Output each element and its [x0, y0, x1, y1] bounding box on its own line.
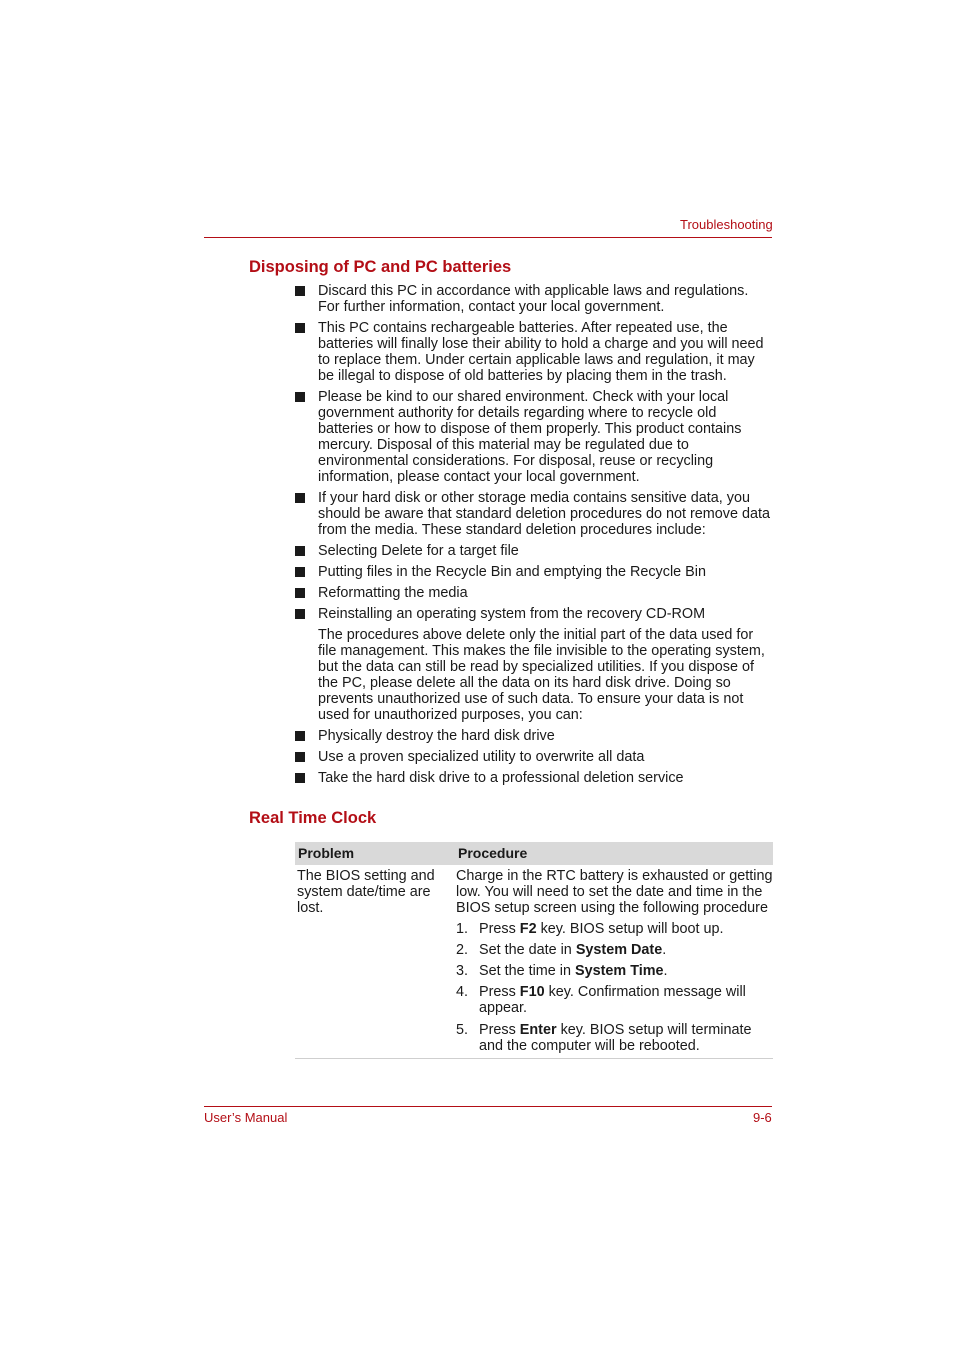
- list-item: If your hard disk or other storage media contains sensitive data, you should be aware that standard deletion procedures do not remove data from the media. These standard deletion procedures include:: [294, 490, 772, 538]
- footer-manual-title: User’s Manual: [204, 1110, 288, 1125]
- step-text-pre: Set the time in: [479, 963, 575, 980]
- procedure-intro: Charge in the RTC battery is exhausted or getting low. You will need to set the date and time in the BIOS setup screen using the following procedure: [456, 868, 773, 917]
- rtc-heading: Real Time Clock: [249, 809, 377, 827]
- list-item: The procedures above delete only the initial part of the data used for file management. This makes the file invisible to the operating system, but the data can still be read by specialized utilities. If you dispose of the PC, please delete all the data on its hard disk drive. Doing so prevents unauthorized use of such data. To ensure your data is not used for unauthorized purposes, you can:: [318, 627, 765, 723]
- step-text-post: key. Confirmation message will appear.: [479, 984, 746, 1017]
- step-text-post: .: [662, 941, 667, 958]
- header-section-title: Troubleshooting: [680, 217, 773, 232]
- list-item: Please be kind to our shared environment. Check with your local government authority for details regarding where to recycle old batteries or how to dispose of them properly. This product contains mercury. Disposal of this material may be regulated due to environmental considerations. For disposal, reuse or recycling information, please contact your local government.: [294, 389, 772, 485]
- procedure-steps: [456, 921, 774, 1054]
- procedure-cell: [456, 868, 774, 1059]
- rtc-table: [295, 842, 773, 1059]
- step-number: 5.: [456, 1021, 469, 1038]
- column-header-problem: Problem: [298, 845, 355, 861]
- step-key: System Date: [575, 941, 663, 958]
- header-rule: [204, 237, 772, 238]
- step-text-pre: Press: [479, 1021, 520, 1038]
- list-item: Discard this PC in accordance with applicable laws and regulations. For further information, contact your local government.: [294, 283, 772, 315]
- procedure-step: [456, 963, 774, 979]
- problem-cell: The BIOS setting and system date/time are lost.: [297, 868, 435, 917]
- step-text-pre: Press: [479, 920, 520, 937]
- step-number: 4.: [456, 984, 469, 1001]
- step-text-pre: Press: [479, 984, 520, 1001]
- disposal-list: [294, 283, 772, 791]
- list-item: This PC contains rechargeable batteries. After repeated use, the batteries will finally lose their ability to hold a charge and you will need to replace them. Under certain applicable laws and regulation, it may be illegal to dispose of old batteries by placing them in the trash.: [294, 320, 772, 384]
- procedure-step: [456, 942, 774, 958]
- footer-rule: [204, 1106, 772, 1107]
- step-text-post: key. BIOS setup will terminate and the computer will be rebooted.: [479, 1021, 752, 1054]
- list-item: Reformatting the media: [294, 585, 772, 601]
- list-item: Reinstalling an operating system from the recovery CD-ROM: [294, 606, 772, 622]
- list-item: Physically destroy the hard disk drive: [294, 728, 772, 744]
- step-text-pre: Set the date in: [479, 941, 576, 958]
- procedure-step: [456, 921, 774, 937]
- footer-page-number: 9-6: [753, 1110, 772, 1125]
- list-item: Selecting Delete for a target file: [294, 543, 772, 559]
- list-item: Use a proven specialized utility to overwrite all data: [294, 749, 772, 765]
- procedure-step: [456, 984, 774, 1016]
- step-number: 2.: [456, 941, 469, 958]
- step-key: F2: [519, 920, 537, 937]
- step-text-post: .: [663, 963, 668, 980]
- procedure-step: [456, 1022, 774, 1054]
- step-key: System Time: [575, 963, 664, 980]
- list-item: Putting files in the Recycle Bin and emptying the Recycle Bin: [294, 564, 772, 580]
- column-header-procedure: Procedure: [458, 845, 528, 861]
- step-number: 1.: [456, 920, 469, 937]
- list-item: Take the hard disk drive to a professional deletion service: [294, 770, 772, 786]
- disposal-heading: Disposing of PC and PC batteries: [249, 258, 512, 276]
- step-number: 3.: [456, 963, 469, 980]
- step-key: F10: [519, 984, 545, 1001]
- step-key: Enter: [519, 1021, 557, 1038]
- step-text-post: key. BIOS setup will boot up.: [536, 920, 724, 937]
- table-row: [295, 842, 773, 1054]
